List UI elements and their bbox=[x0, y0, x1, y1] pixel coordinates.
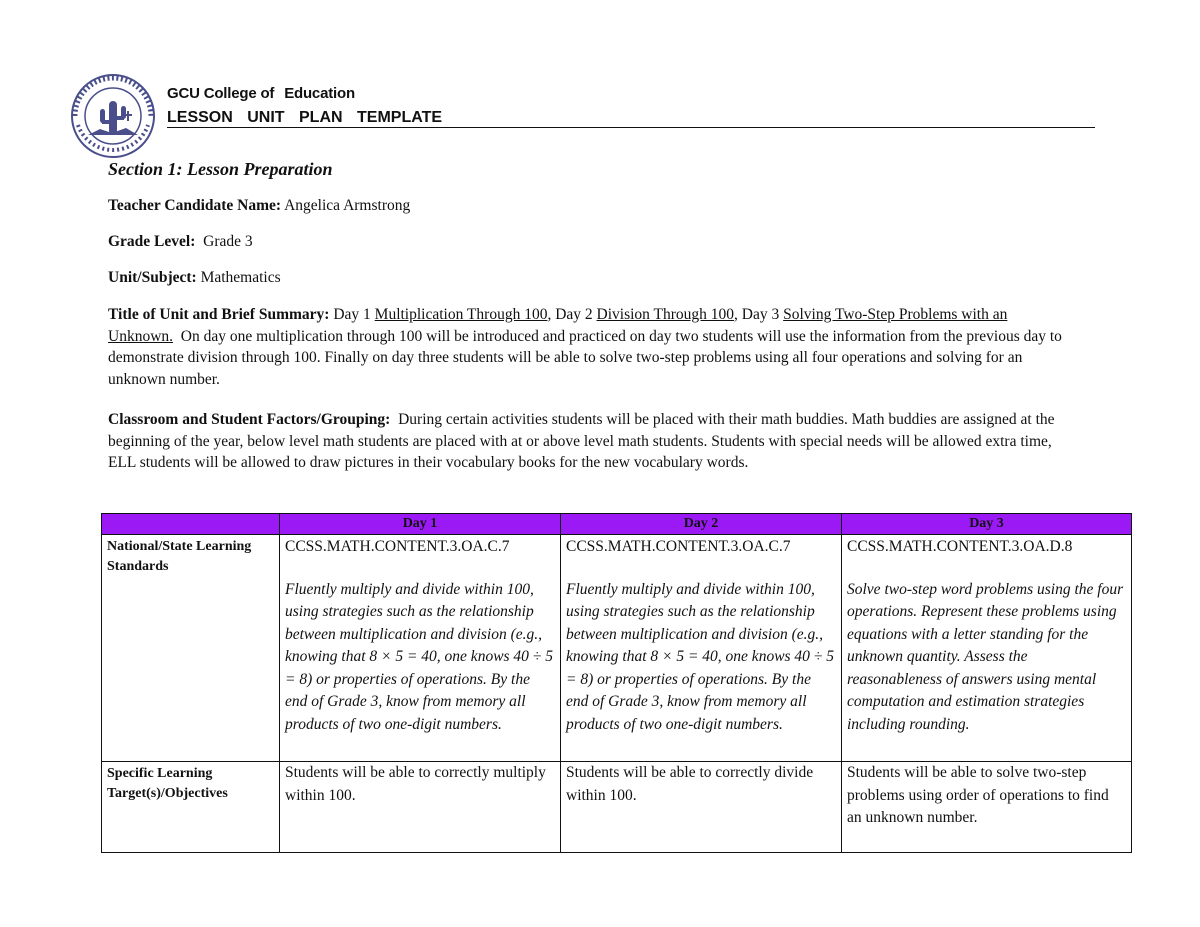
grade-field bbox=[108, 231, 253, 252]
day1-title: Multiplication Through 100 bbox=[374, 306, 548, 323]
summary-label: Title of Unit and Brief Summary: bbox=[108, 306, 330, 323]
table-header-row bbox=[102, 514, 1132, 535]
teacher-value: Angelica Armstrong bbox=[284, 197, 411, 214]
table-row bbox=[102, 535, 1132, 762]
objectives-label: Specific Learning Target(s)/Objectives bbox=[102, 762, 280, 853]
objective-day1: Students will be able to correctly multiply within 100. bbox=[280, 762, 561, 853]
day3-title: Solving Two-Step Problems with an Unknown. bbox=[108, 306, 1008, 345]
subject-label: Unit/Subject: bbox=[108, 269, 197, 286]
standards-day3: CCSS.MATH.CONTENT.3.OA.D.8 Solve two-step word problems using the four operations. Represent these problems using equations with a letter standing for the unknown quantity. Assess the reasonableness of answers using mental computation and estimation strategies including rounding. bbox=[842, 535, 1132, 762]
lesson-plan-table bbox=[101, 513, 1132, 853]
objective-day3: Students will be able to solve two-step problems using order of operations to find an unknown number. bbox=[842, 762, 1132, 853]
grouping-paragraph bbox=[108, 409, 1078, 474]
grouping-label: Classroom and Student Factors/Grouping: bbox=[108, 411, 391, 428]
template-title: LESSON UNIT PLAN TEMPLATE bbox=[167, 108, 1095, 128]
teacher-label: Teacher Candidate Name: bbox=[108, 197, 282, 214]
unit-summary: Title of Unit and Brief Summary: Day 1 Multiplication Through 100, Day 2 Division Through 100, Day 3 Solving Two-Step Problems with an Unknown. On day one multiplication through 100 will be introduced and practiced on day two students will use the information from the previous day to demonstrate division through 100. Finally on day three students will be able to solve two-step problems using all four operations and solving for an unknown number. bbox=[108, 306, 1062, 388]
subject-value: Mathematics bbox=[200, 269, 281, 286]
grouping-body: During certain activities students will be placed with their math buddies. Math buddies are assigned at the beginning of the year, below level math students are placed with at or above level math students. Students with special needs will be allowed extra time, ELL students will be allowed to draw pictures in their vocabulary books for the new vocabulary words. bbox=[108, 411, 1055, 471]
header-day1: Day 1 bbox=[280, 514, 561, 535]
objective-day2: Students will be able to correctly divide within 100. bbox=[561, 762, 842, 853]
university-seal-icon bbox=[70, 73, 156, 159]
header-day3: Day 3 bbox=[842, 514, 1132, 535]
grade-value: Grade 3 bbox=[203, 233, 253, 250]
header-cell-empty bbox=[102, 514, 280, 535]
summary-body: On day one multiplication through 100 will be introduced and practiced on day two students will use the information from the previous day to demonstrate division through 100. Finally on day three students will be able to solve two-step problems using all four operations and solving for an unknown number. bbox=[108, 327, 1062, 388]
standards-day1: CCSS.MATH.CONTENT.3.OA.C.7 Fluently multiply and divide within 100, using strategies such as the relationship between multiplication and division (e.g., knowing that 8 × 5 = 40, one knows 40 ÷ 5 = 8) or properties of operations. By the end of Grade 3, know from memory all products of two one-digit numbers. bbox=[280, 535, 561, 762]
standards-label: National/State Learning Standards bbox=[102, 535, 280, 762]
teacher-field bbox=[108, 195, 410, 216]
day2-title: Division Through 100 bbox=[596, 306, 735, 323]
standards-day2: CCSS.MATH.CONTENT.3.OA.C.7 Fluently multiply and divide within 100, using strategies such as the relationship between multiplication and division (e.g., knowing that 8 × 5 = 40, one knows 40 ÷ 5 = 8) or properties of operations. By the end of Grade 3, know from memory all products of two one-digit numbers. bbox=[561, 535, 842, 762]
header-day2: Day 2 bbox=[561, 514, 842, 535]
section-title: Section 1: Lesson Preparation bbox=[108, 159, 333, 179]
subject-field bbox=[108, 267, 281, 288]
college-name: GCU College of Education bbox=[167, 85, 355, 102]
table-row bbox=[102, 762, 1132, 853]
grade-label: Grade Level: bbox=[108, 233, 196, 250]
